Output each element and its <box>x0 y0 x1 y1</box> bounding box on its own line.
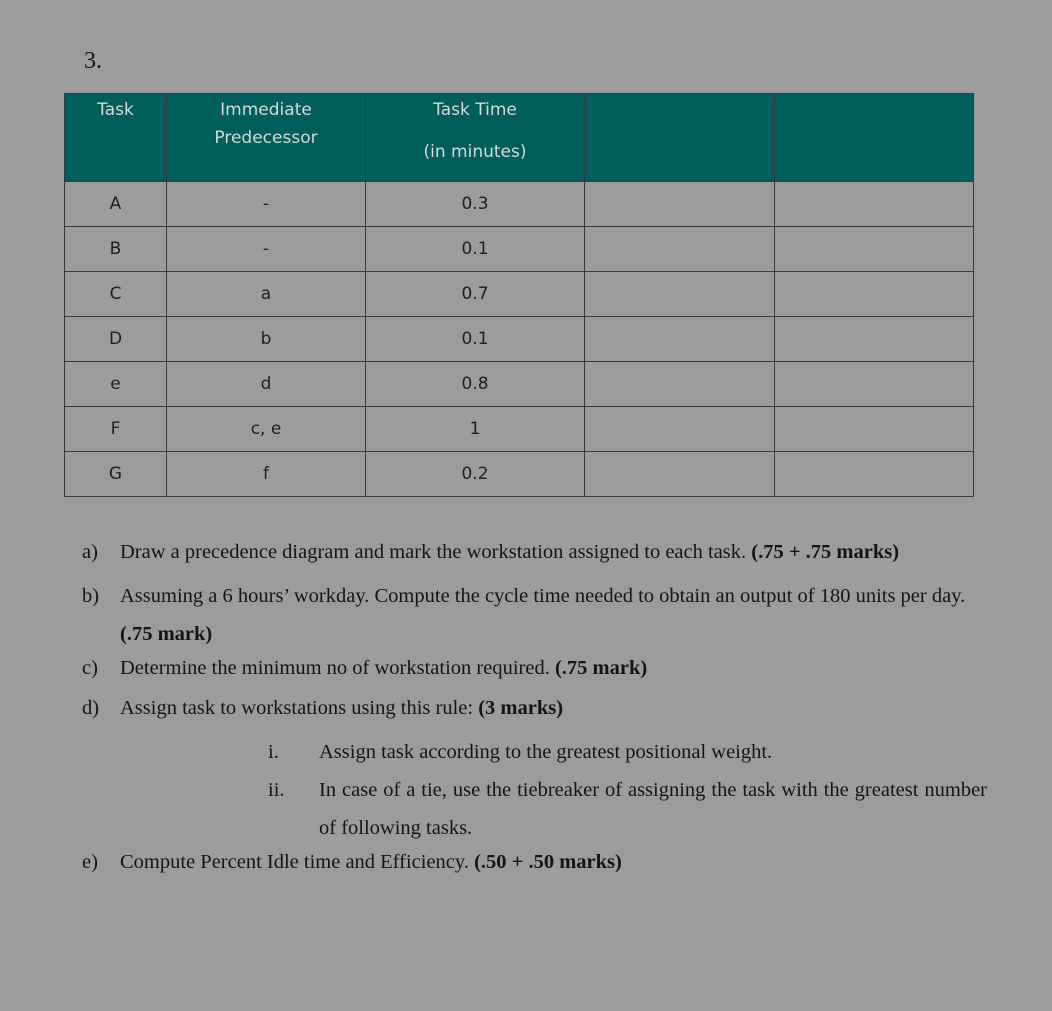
time-cell: 0.1 <box>366 317 585 362</box>
question-d-sub-ii <box>268 771 987 847</box>
question-a-marks: (.75 + .75 marks) <box>751 541 900 563</box>
header-task-time-label: Task Time <box>433 100 517 120</box>
time-cell: 1 <box>366 407 585 452</box>
table-header-row <box>65 94 974 182</box>
predecessor-cell: d <box>167 362 366 407</box>
question-e-label: e) <box>82 851 98 873</box>
task-cell: F <box>65 407 167 452</box>
table-row <box>65 227 974 272</box>
header-task-time-unit: (in minutes) <box>423 142 527 162</box>
table-row <box>65 362 974 407</box>
header-predecessor: Immediate Predecessor <box>167 94 366 182</box>
header-task-time <box>366 94 585 182</box>
question-number: 3. <box>84 48 102 74</box>
question-c-marks: (.75 mark) <box>554 657 648 679</box>
blank-cell <box>775 317 974 362</box>
time-cell: 0.2 <box>366 452 585 497</box>
task-table <box>64 93 974 497</box>
time-cell: 0.1 <box>366 227 585 272</box>
time-cell: 0.7 <box>366 272 585 317</box>
blank-cell <box>775 407 974 452</box>
question-a-label: a) <box>82 541 98 563</box>
blank-cell <box>775 272 974 317</box>
task-cell: B <box>65 227 167 272</box>
question-c <box>82 653 987 683</box>
blank-cell <box>775 452 974 497</box>
question-c-label: c) <box>82 657 98 679</box>
task-cell: C <box>65 272 167 317</box>
predecessor-cell: - <box>167 182 366 227</box>
task-cell: A <box>65 182 167 227</box>
predecessor-cell: f <box>167 452 366 497</box>
table-row <box>65 272 974 317</box>
blank-cell <box>775 227 974 272</box>
question-e <box>82 847 987 877</box>
blank-cell <box>775 182 974 227</box>
task-cell: D <box>65 317 167 362</box>
question-a <box>82 537 987 567</box>
header-blank-2 <box>775 94 974 182</box>
blank-cell <box>585 407 775 452</box>
blank-cell <box>585 272 775 317</box>
question-d-sub-i-label: i. <box>268 741 279 763</box>
table-row <box>65 317 974 362</box>
question-d-sub-i <box>268 733 987 771</box>
header-blank-1 <box>585 94 775 182</box>
question-b-text: Assuming a 6 hours’ workday. Compute the cycle time needed to obtain an output of 180 units per day. <box>120 585 966 607</box>
task-cell: G <box>65 452 167 497</box>
question-c-text: Determine the minimum no of workstation required. <box>120 657 550 679</box>
question-d-text: Assign task to workstations using this rule: <box>120 697 474 719</box>
question-b-marks: (.75 mark) <box>120 623 213 645</box>
time-cell: 0.8 <box>366 362 585 407</box>
table-row <box>65 182 974 227</box>
question-d-sub-ii-label: ii. <box>268 779 285 801</box>
question-b-label: b) <box>82 585 100 607</box>
question-list <box>82 537 987 877</box>
predecessor-cell: c, e <box>167 407 366 452</box>
predecessor-cell: b <box>167 317 366 362</box>
predecessor-cell: - <box>167 227 366 272</box>
question-d-sub-ii-text: In case of a tie, use the tiebreaker of assigning the task with the greatest number of following tasks. <box>319 779 987 839</box>
question-e-marks: (.50 + .50 marks) <box>474 851 622 873</box>
time-cell: 0.3 <box>366 182 585 227</box>
question-d-sub-i-text: Assign task according to the greatest positional weight. <box>319 741 773 763</box>
question-a-text: Draw a precedence diagram and mark the workstation assigned to each task. <box>120 541 747 563</box>
blank-cell <box>585 182 775 227</box>
question-d-label: d) <box>82 697 100 719</box>
table-row <box>65 407 974 452</box>
predecessor-cell: a <box>167 272 366 317</box>
question-e-text: Compute Percent Idle time and Efficiency. <box>120 851 469 873</box>
blank-cell <box>585 227 775 272</box>
table-row <box>65 452 974 497</box>
question-b <box>82 577 987 653</box>
question-d <box>82 693 987 723</box>
blank-cell <box>585 317 775 362</box>
header-task: Task <box>65 94 167 182</box>
blank-cell <box>585 452 775 497</box>
blank-cell <box>585 362 775 407</box>
task-cell: e <box>65 362 167 407</box>
blank-cell <box>775 362 974 407</box>
question-d-marks: (3 marks) <box>478 697 564 719</box>
